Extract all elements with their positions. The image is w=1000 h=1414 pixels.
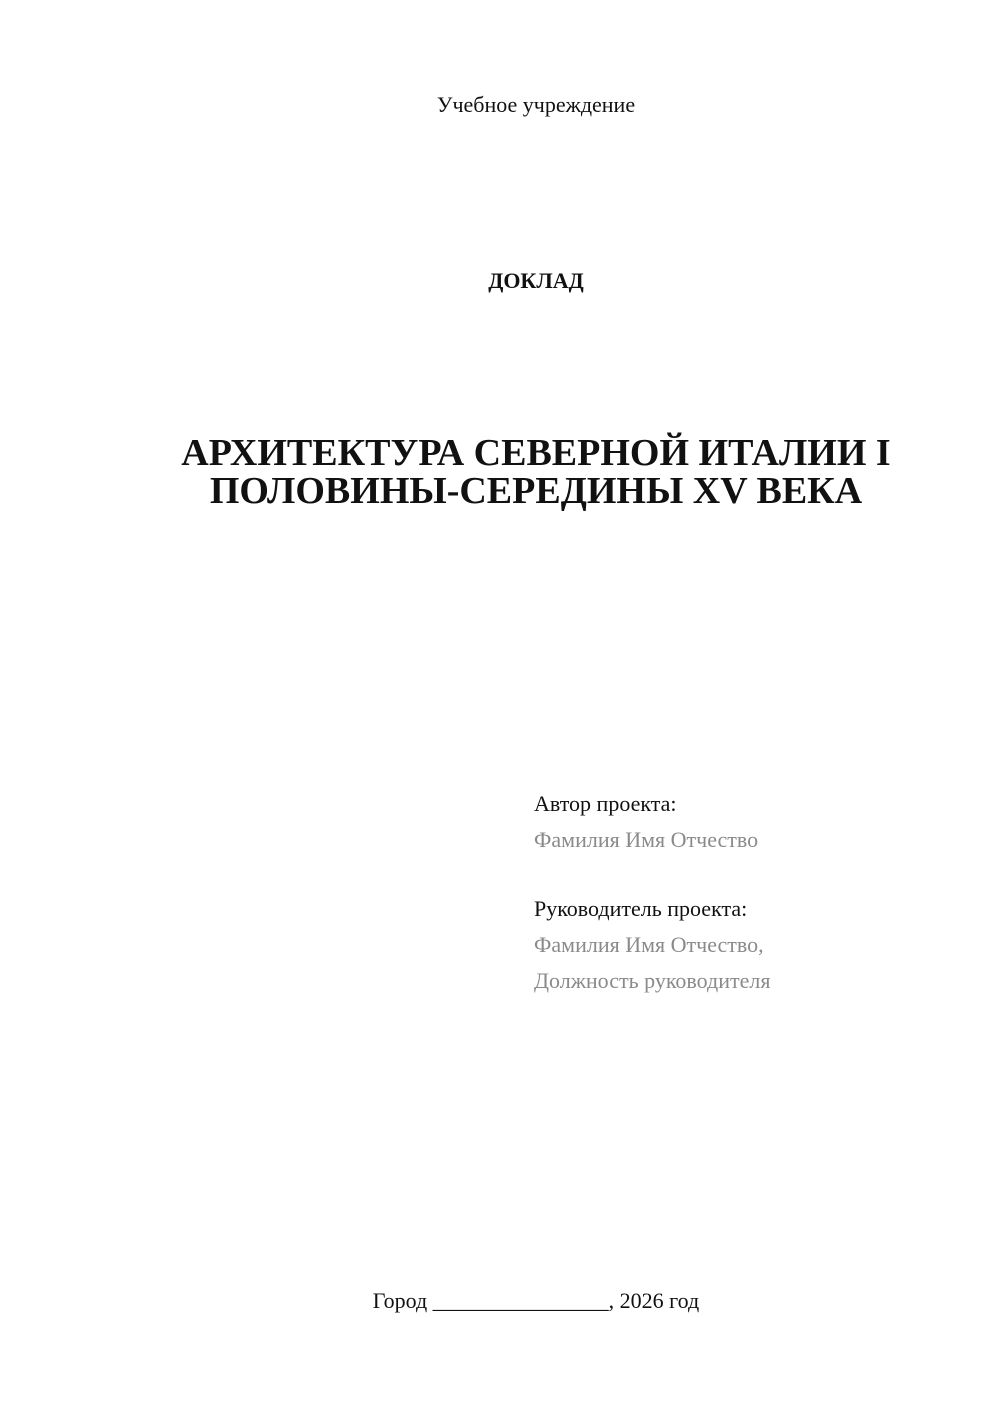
- city-year-line: Город ________________, 2026 год: [372, 1288, 700, 1313]
- institution-name: Учебное учреждение: [436, 92, 636, 117]
- document-title: [0, 434, 1000, 510]
- document-type: ДОКЛАД: [488, 268, 584, 293]
- author-name: Фамилия Имя Отчество: [534, 827, 759, 852]
- supervisor-position: Должность руководителя: [534, 968, 771, 993]
- supervisor-block: [534, 891, 770, 999]
- supervisor-name: Фамилия Имя Отчество,: [534, 932, 764, 957]
- document-title-line-2: ПОЛОВИНЫ-СЕРЕДИНЫ XV ВЕКА: [209, 470, 863, 512]
- supervisor-label: Руководитель проекта:: [534, 896, 748, 921]
- document-title-line-1: АРХИТЕКТУРА СЕВЕРНОЙ ИТАЛИИ I: [181, 432, 891, 474]
- author-label: Автор проекта:: [534, 791, 677, 816]
- author-block: [534, 786, 758, 858]
